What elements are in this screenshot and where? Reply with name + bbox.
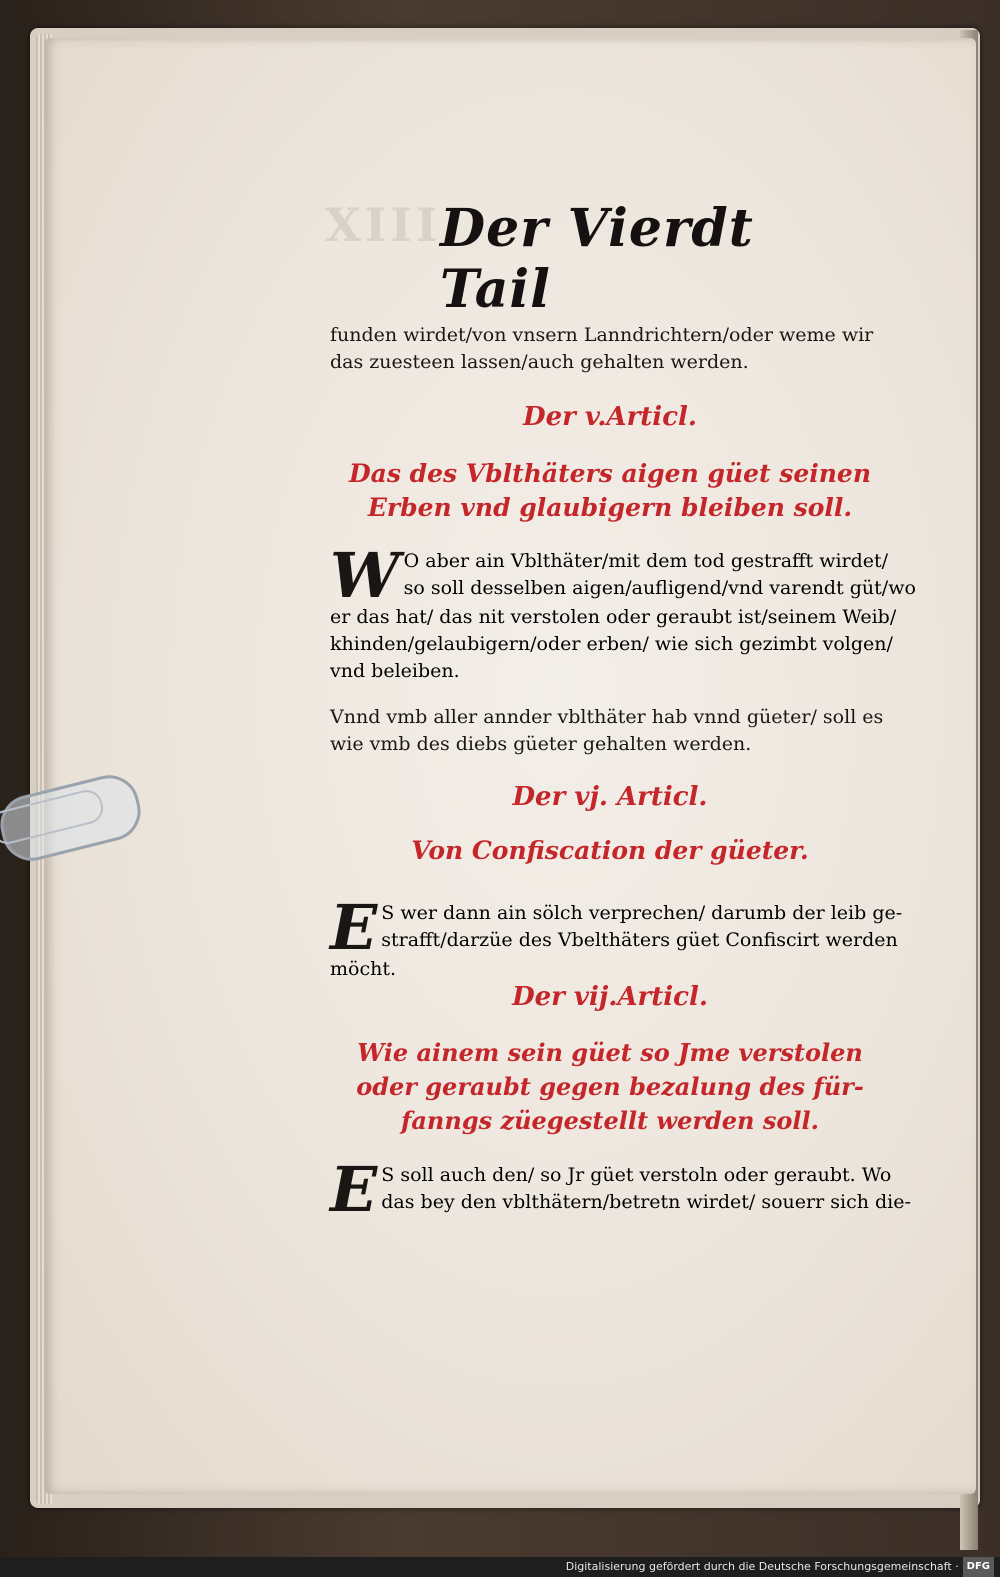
intro-paragraph	[330, 322, 890, 376]
article7-subtitle-line: fanngs züegestellt werden soll.	[401, 1106, 819, 1135]
article5-line: O aber ain Vblthäter/mit dem tod gestrafft wirdet/	[403, 550, 889, 572]
article5-subtitle-line: Das des Vblthäters aigen güet seinen	[348, 459, 872, 488]
article6-line: möcht.	[330, 958, 397, 980]
article7-subtitle-line: Wie ainem sein güet so Jme verstolen	[357, 1038, 863, 1067]
article6-line: strafft/darzüe des Vbelthäters güet Confiscirt werden	[381, 929, 898, 951]
article5-paragraph-1	[330, 539, 916, 685]
article5-heading: Der v.Articl.	[523, 402, 697, 432]
bleed-through-text: XIII	[325, 198, 442, 252]
article6-paragraph	[330, 891, 903, 983]
article5-line: khinden/gelaubigern/oder erben/ wie sich gezimbt volgen/	[330, 633, 893, 655]
article5-line: vnd beleiben.	[330, 660, 460, 682]
article7-dropcap: E	[330, 1153, 378, 1226]
article5-paragraph-2	[330, 704, 890, 758]
article5-line: wie vmb des diebs güeter gehalten werden.	[330, 733, 752, 755]
article7-line: das bey den vblthätern/betretn wirdet/ souerr sich die-	[381, 1191, 911, 1213]
article7-paragraph	[330, 1153, 911, 1226]
article6-subtitle: Von Confiscation der güeter.	[411, 836, 809, 865]
page-title: Der Vierdt Tail	[440, 198, 754, 320]
article7-line: S soll auch den/ so Jr güet verstoln oder geraubt. Wo	[381, 1164, 892, 1186]
article5-subtitle	[330, 457, 890, 525]
article5-line: so soll desselben aigen/aufligend/vnd varendt güt/wo	[403, 577, 916, 599]
article5-subtitle-line: Erben vnd glaubigern bleiben soll.	[367, 493, 853, 522]
article5-line: Vnnd vmb aller annder vblthäter hab vnnd güeter/ soll es	[330, 706, 884, 728]
footer-bar	[0, 1557, 1000, 1577]
article6-line: S wer dann ain sölch verprechen/ darumb der leib ge-	[381, 902, 903, 924]
article7-heading: Der vij.Articl.	[512, 982, 708, 1012]
footer-credit: Digitalisierung gefördert durch die Deutsche Forschungsgemeinschaft ·	[565, 1560, 959, 1573]
article5-dropcap: W	[330, 539, 400, 612]
article7-subtitle-line: oder geraubt gegen bezalung des für-	[356, 1072, 864, 1101]
article6-dropcap: E	[330, 891, 378, 964]
intro-line: funden wirdet/von vnsern Lanndrichtern/oder weme wir	[330, 324, 874, 346]
article6-heading: Der vj. Articl.	[512, 782, 708, 812]
intro-line: das zuesteen lassen/auch gehalten werden.	[330, 351, 749, 373]
dfg-logo: DFG	[963, 1557, 994, 1577]
article7-subtitle	[330, 1036, 890, 1138]
article5-line: er das hat/ das nit verstolen oder geraubt ist/seinem Weib/	[330, 606, 897, 628]
